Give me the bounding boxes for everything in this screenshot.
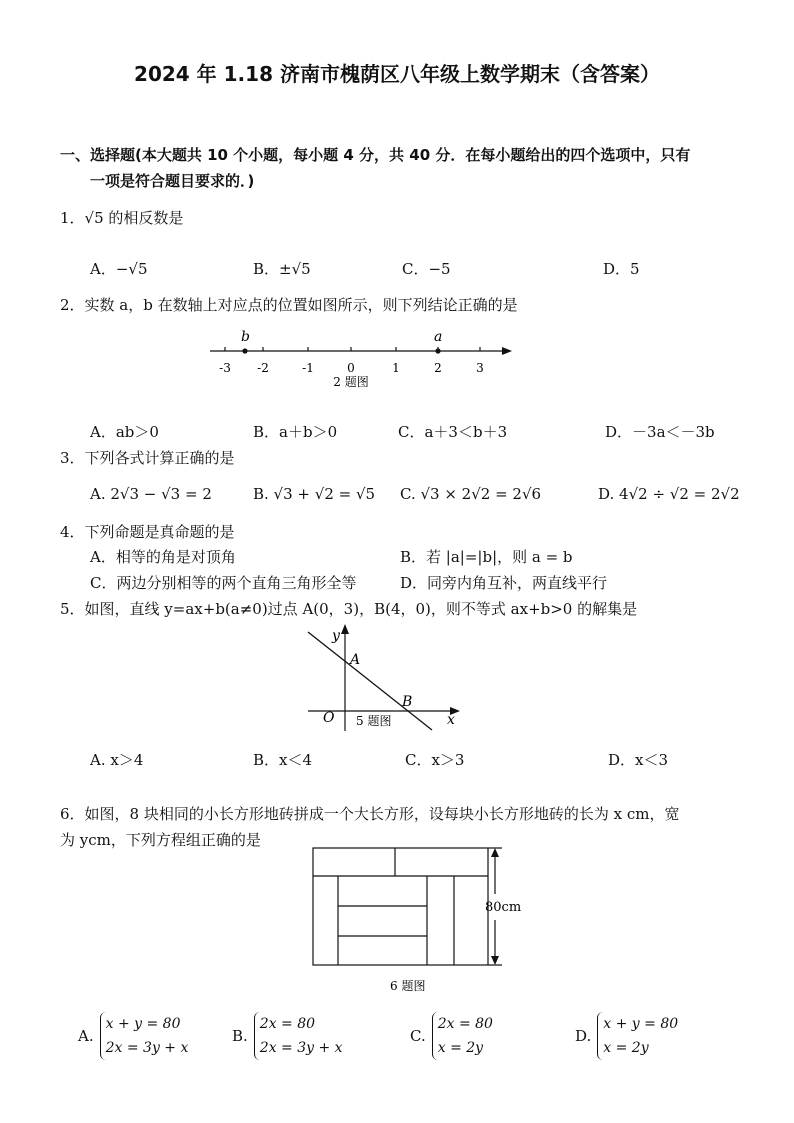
question-2-option-c: C．a＋3＜b＋3 (398, 423, 508, 441)
tick-label: 3 (476, 361, 484, 375)
figure-caption: 6 题图 (390, 979, 426, 993)
origin-label: O (323, 710, 335, 726)
question-1-stem: 1．√5 的相反数是 (60, 209, 184, 227)
question-2-stem: 2．实数 a，b 在数轴上对应点的位置如图所示，则下列结论正确的是 (60, 296, 518, 314)
option-label: D. (575, 1027, 592, 1045)
y-axis-label: y (332, 628, 340, 644)
equation: x = 2y (437, 1040, 484, 1056)
option-label: B. (232, 1027, 248, 1045)
question-3-option-a: A. 2√3 − √3 = 2 (90, 485, 212, 503)
question-5-option-b: B．x＜4 (253, 751, 313, 769)
equation: x + y = 80 (105, 1016, 181, 1032)
figure-caption: 5 题图 (356, 714, 392, 728)
x-axis-label: x (447, 712, 455, 728)
question-1-option-a: A．−√5 (90, 260, 148, 278)
equation: 2x = 3y + x (105, 1040, 189, 1056)
equation-system (597, 1012, 678, 1060)
dimension-label: 80cm (485, 900, 522, 915)
equation-system (432, 1012, 493, 1060)
question-6-option-c (410, 1012, 493, 1060)
point-a-label: A (350, 652, 361, 668)
number-line-figure (200, 325, 520, 395)
page-title: 2024 年 1.18 济南市槐荫区八年级上数学期末（含答案） (134, 62, 660, 86)
question-3-option-d: D. 4√2 ÷ √2 = 2√2 (598, 485, 740, 503)
question-6-option-b (232, 1012, 343, 1060)
question-1-option-b: B．±√5 (253, 260, 311, 278)
point-b-label: B (402, 694, 413, 710)
question-4-option-c: C．两边分别相等的两个直角三角形全等 (90, 574, 357, 592)
tick-label: 1 (392, 361, 400, 375)
equation: x + y = 80 (603, 1016, 679, 1032)
figure-caption: 2 题图 (333, 375, 369, 389)
tick-label: 2 (434, 361, 442, 375)
question-1-option-c: C．−5 (402, 260, 451, 278)
section-heading-line2: 一项是符合题目要求的．) (90, 172, 255, 190)
tick-label: -3 (219, 361, 231, 375)
equation: x = 2y (603, 1040, 649, 1056)
point-b-label: b (241, 329, 250, 345)
question-6-option-a (78, 1012, 188, 1060)
tick-label: -2 (257, 361, 269, 375)
question-5-stem: 5．如图，直线 y=ax+b(a≠0)过点 A(0，3)，B(4，0)，则不等式 ax+b>0 的解集是 (60, 600, 638, 618)
equation: 2x = 80 (259, 1016, 316, 1032)
equation: 2x = 80 (437, 1016, 493, 1032)
tick-label: 0 (347, 361, 355, 375)
question-3-stem: 3．下列各式计算正确的是 (60, 449, 235, 467)
tick-label: -1 (302, 361, 314, 375)
question-4-stem: 4．下列命题是真命题的是 (60, 523, 235, 541)
question-5-option-a: A. x＞4 (90, 751, 144, 769)
question-2-option-b: B．a＋b＞0 (253, 423, 338, 441)
question-6-stem-line1: 6．如图，8 块相同的小长方形地砖拼成一个大长方形，设每块小长方形地砖的长为 x cm，宽 (60, 805, 680, 823)
question-1-option-d: D．5 (603, 260, 640, 278)
section-heading-line1: 一、选择题(本大题共 10 个小题，每小题 4 分，共 40 分．在每小题给出的四个选项中，只有 (60, 146, 691, 164)
question-3-option-b: B. √3 + √2 = √5 (253, 485, 376, 503)
question-6-stem-line2: 为 ycm，下列方程组正确的是 (60, 831, 261, 849)
point-b-dot (242, 348, 247, 353)
point-a-dot (435, 348, 440, 353)
point-a-label: a (434, 329, 443, 345)
question-4-option-d: D．同旁内角互补，两直线平行 (400, 574, 608, 592)
option-label: A. (78, 1027, 94, 1045)
question-3-option-c: C. √3 × 2√2 = 2√6 (400, 485, 542, 503)
equation: 2x = 3y + x (259, 1040, 343, 1056)
question-6-option-d (575, 1012, 678, 1060)
question-5-option-c: C．x＞3 (405, 751, 465, 769)
equation-system (100, 1012, 189, 1060)
question-4-option-a: A．相等的角是对顶角 (90, 548, 236, 566)
question-2-option-a: A．ab＞0 (90, 423, 159, 441)
equation-system (254, 1012, 343, 1060)
tile-rectangle-figure (305, 842, 545, 997)
question-2-option-d: D．－3a＜－3b (605, 423, 715, 441)
line-graph-figure (300, 620, 470, 735)
question-5-option-d: D．x＜3 (608, 751, 669, 769)
option-label: C. (410, 1027, 426, 1045)
question-4-option-b: B．若 |a|=|b|，则 a = b (400, 548, 573, 566)
